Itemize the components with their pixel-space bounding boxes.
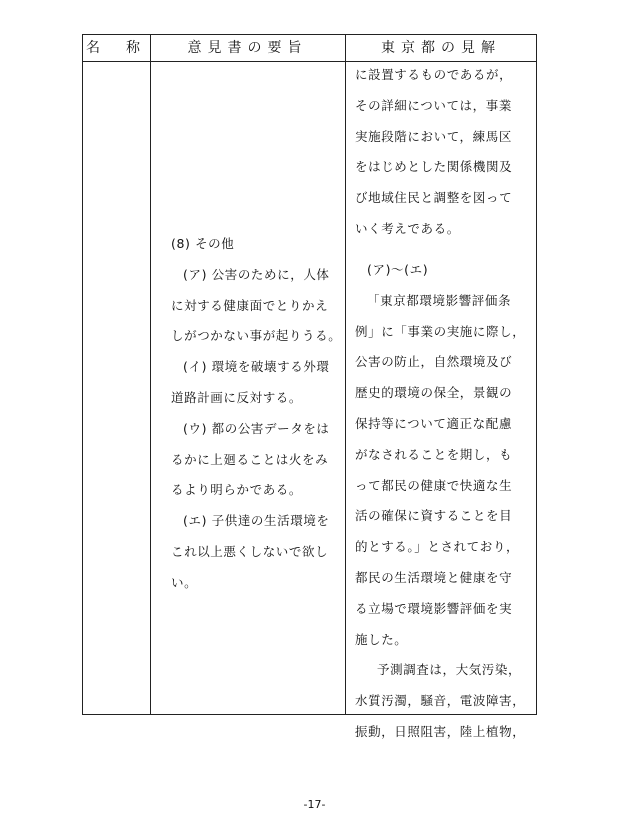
- text-line: い。: [171, 574, 198, 590]
- page-number: -17-: [303, 798, 326, 811]
- text-line: るかに上廻ることは火をみ: [171, 451, 329, 467]
- column-divider: [150, 34, 151, 715]
- text-line: 予測調査は，大気汚染，: [377, 662, 522, 678]
- text-line: (ウ) 都の公害データをは: [183, 420, 330, 436]
- text-line: に設置するものであるが，: [355, 67, 513, 82]
- text-line: 「東京都環境影響評価条: [367, 292, 512, 308]
- text-line: その詳細については，事業: [355, 97, 512, 113]
- text-line: (ア)～(エ): [367, 262, 429, 277]
- text-line: (イ) 環境を破壊する外環: [183, 359, 330, 375]
- text-line: 歴史的環境の保全，景観の: [355, 385, 513, 401]
- text-line: に対する健康面でとりかえ: [171, 297, 329, 313]
- text-line: って都民の健康で快適な生: [355, 477, 513, 493]
- text-line: これ以上悪くしないで欲し: [171, 543, 329, 559]
- header-name: 名 称: [86, 40, 146, 56]
- column-divider: [345, 34, 346, 715]
- text-line: 活の確保に資することを目: [355, 508, 513, 524]
- text-line: 振動，日照阻害，陸上植物，: [355, 723, 526, 739]
- tokyo-view-continued-text: [355, 60, 535, 245]
- text-line: 実施段階において，練馬区: [355, 128, 512, 144]
- tokyo-view-text: [355, 255, 535, 748]
- text-line: しがつかない事が起りうる。: [171, 328, 342, 344]
- text-line: び地域住民と調整を図って: [355, 190, 513, 206]
- text-line: をはじめとした関係機関及: [355, 159, 513, 175]
- text-line: るより明らかである。: [171, 482, 303, 498]
- text-line: 都民の生活環境と健康を守: [355, 569, 513, 585]
- text-line: 施した。: [355, 631, 408, 647]
- header-tokyo-view: 東京都の見解: [381, 40, 501, 56]
- text-line: (エ) 子供達の生活環境を: [183, 513, 330, 529]
- text-line: がなされることを期し，も: [355, 446, 513, 462]
- text-line: 的とする。」とされており，: [355, 539, 520, 555]
- text-line: いく考えである。: [355, 220, 460, 236]
- text-line: (8) その他: [171, 236, 235, 251]
- text-line: 水質汚濁，騒音，電波障害，: [355, 693, 526, 709]
- text-line: る立場で環境影響評価を実: [355, 600, 513, 616]
- text-line: 公害の防止，自然環境及び: [355, 354, 513, 370]
- text-line: 例」に「事業の実施に際し，: [355, 323, 526, 339]
- text-line: (ア) 公害のために，人体: [183, 266, 330, 282]
- opinion-summary-text: [171, 229, 343, 599]
- header-opinion-summary: 意見書の要旨: [187, 40, 308, 56]
- text-line: 道路計画に反対する。: [171, 389, 303, 405]
- text-line: 保持等について適正な配慮: [355, 415, 512, 431]
